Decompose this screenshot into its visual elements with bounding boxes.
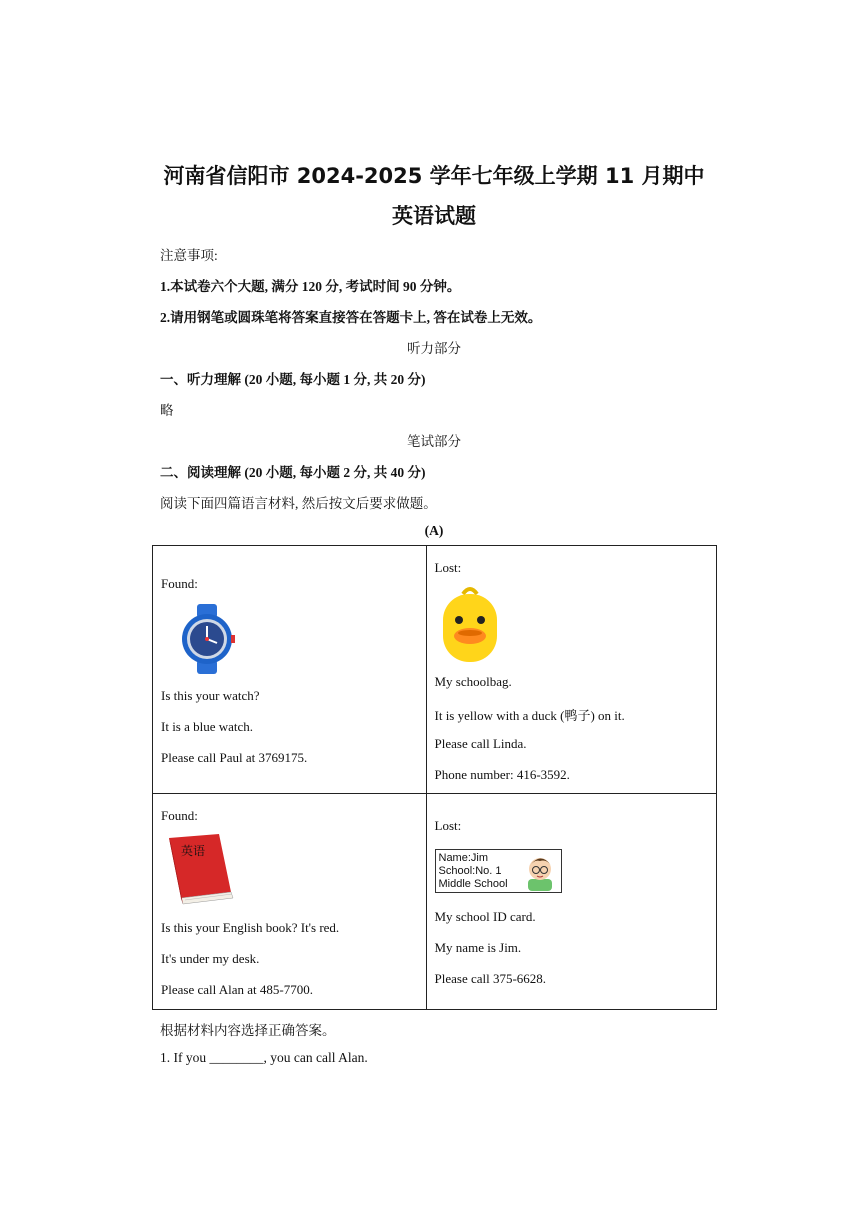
page-title-line2: 英语试题 bbox=[392, 204, 476, 228]
notice-label: Found: bbox=[161, 808, 198, 823]
notice-found-book bbox=[153, 794, 427, 1010]
notice-line: Is this your English book? It's red. bbox=[161, 920, 340, 935]
notice-line: My school ID card. bbox=[434, 909, 536, 924]
reading-instruction: 阅读下面四篇语言材料, 然后按文后要求做题。 bbox=[160, 496, 437, 511]
notice-lost-id-card bbox=[426, 794, 717, 1010]
notice-line: It's under my desk. bbox=[161, 951, 260, 966]
writing-part-title: 笔试部分 bbox=[407, 434, 461, 449]
listening-part-title: 听力部分 bbox=[407, 341, 461, 356]
notice-label: Found: bbox=[161, 576, 198, 591]
page-title-line1: 河南省信阳市 2024-2025 学年七年级上学期 11 月期中 bbox=[163, 164, 705, 188]
listening-section-title: 一、听力理解 (20 小题, 每小题 1 分, 共 20 分) bbox=[160, 372, 426, 387]
notice-found-watch bbox=[153, 546, 427, 794]
questions-instruction: 根据材料内容选择正确答案。 bbox=[160, 1023, 336, 1038]
notes-item-1: 1.本试卷六个大题, 满分 120 分, 考试时间 90 分钟。 bbox=[160, 279, 461, 294]
question-1: 1. If you ________, you can call Alan. bbox=[160, 1050, 368, 1065]
notice-line: Please call 375-6628. bbox=[434, 971, 547, 986]
notice-line: Please call Paul at 3769175. bbox=[161, 750, 308, 765]
id-card-text bbox=[439, 852, 508, 891]
notice-line: My name is Jim. bbox=[434, 940, 522, 955]
duck-schoolbag-icon bbox=[439, 584, 501, 666]
listening-content: 略 bbox=[160, 403, 174, 418]
notice-line: My schoolbag. bbox=[434, 674, 512, 689]
notes-heading: 注意事项: bbox=[160, 248, 218, 263]
boy-avatar-icon bbox=[522, 851, 558, 891]
notice-label: Lost: bbox=[434, 818, 462, 833]
id-card-line: School:No. 1 bbox=[438, 865, 502, 877]
notice-line: Is this your watch? bbox=[161, 688, 260, 703]
notice-lost-schoolbag bbox=[426, 546, 717, 794]
notes-item-2: 2.请用钢笔或圆珠笔将答案直接答在答题卡上, 答在试卷上无效。 bbox=[160, 310, 542, 325]
notices-table bbox=[152, 545, 717, 1010]
passage-label: (A) bbox=[424, 523, 444, 538]
book-cover-text: 英语 bbox=[181, 844, 206, 858]
watch-icon bbox=[179, 604, 235, 674]
notice-line: Please call Linda. bbox=[434, 736, 527, 751]
notice-line: It is a blue watch. bbox=[161, 719, 254, 734]
notice-line: It is yellow with a duck (鸭子) on it. bbox=[434, 708, 625, 723]
notice-line: Phone number: 416-3592. bbox=[434, 767, 570, 782]
reading-section-title: 二、阅读理解 (20 小题, 每小题 2 分, 共 40 分) bbox=[160, 465, 426, 480]
id-card-line: Name:Jim bbox=[438, 852, 489, 864]
notice-line: Please call Alan at 485-7700. bbox=[161, 982, 313, 997]
id-card-icon bbox=[435, 849, 562, 893]
notice-label: Lost: bbox=[434, 560, 462, 575]
id-card-line: Middle School bbox=[438, 878, 508, 890]
